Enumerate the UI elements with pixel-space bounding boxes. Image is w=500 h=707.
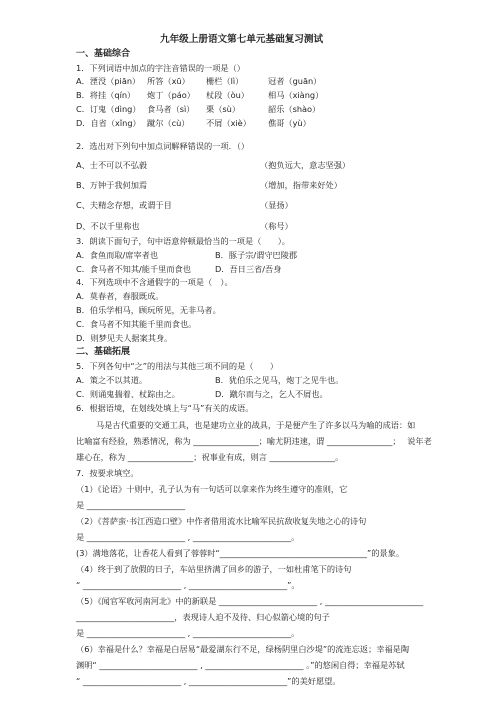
option-b2: 炮丁（páo） xyxy=(147,90,195,100)
option-a2: 所答（xū） xyxy=(147,76,190,86)
section-heading-2: 二、基础拓展 xyxy=(76,347,131,357)
question-1-stem: 1．下列词语中加点的字注音错误的一项是（） xyxy=(76,63,245,73)
q5-option-b: B．犹伯乐之见马，炮丁之见牛也。 xyxy=(215,375,344,385)
option-c4: 韶乐（shào） xyxy=(268,104,321,114)
option-d1: D．自省（xǐng） xyxy=(76,118,141,128)
q7-item-6-line-2: 渊明“ ________________________ , ________________________ 。”的悠闲自得；幸福是苏轼 xyxy=(76,660,405,670)
q4-option-d: D．则梦见夫人据案其身。 xyxy=(76,333,173,343)
q3-option-a: A．食鱼而取/席宰者也 xyxy=(76,250,159,260)
question-2-stem: 2．选出对下列句中加点词解释错误的一项．（） xyxy=(76,141,250,151)
q3-option-b: B．豚子宗/谓守巴陵郡 xyxy=(215,250,298,260)
q5-option-c: C．则诵鬼揣着、杖踪由之。 xyxy=(76,389,180,399)
q7-item-5-line-2: ________________________，表现诗人迫不及待、归心似箭心境的句子 xyxy=(76,612,330,622)
option-a1: A．湮没（piān） xyxy=(76,76,141,86)
option-a3: 栅栏（lì） xyxy=(206,76,244,86)
page-title: 九年级上册语文第七单元基础复习测试 xyxy=(160,34,324,45)
q7-item-1: （1）《论语》十则中，孔子认为有一句话可以拿来作为终生遵守的准则，它 xyxy=(76,484,348,494)
question-6-stem: 6．根据语境，在划线处填上与“马”有关的成语。 xyxy=(76,403,254,413)
q5-option-a: A．策之不以其道。 xyxy=(76,375,148,385)
q7-item-4-blank: “ ________________________ , ________________________”。 xyxy=(76,580,300,590)
q5-option-d: D．蹴尔而与之，乞人不屑也。 xyxy=(215,389,328,399)
q7-item-6: （6）幸福是什么？幸福是白居易“最爱湖东行不足，绿杨阴里白沙堤”的流连忘返；幸福是陶 xyxy=(76,644,410,654)
q6-paragraph-line-2: 比喻富有经验，熟悉情况，称为 ________________；喻尤阴违速，谓 ________________； 说年老 xyxy=(76,436,432,446)
question-3-stem: 3．朗读下面句子，句中语意停顿最恰当的一项是（ ）。 xyxy=(76,236,290,246)
question-5-stem: 5．下列各句中“之”的用法与其他三项不同的是（ ） xyxy=(76,361,279,371)
q2-option-d: D、不以千里称也 xyxy=(76,221,140,231)
q2-option-a: A、士不可以不弘毅 xyxy=(76,160,148,170)
question-4-stem: 4．下列选项中不含通假字的一项是（ ）。 xyxy=(76,277,233,287)
q3-option-c: C．食马者不知其/能千里而食也 xyxy=(76,264,191,274)
q6-paragraph-line-3: 雄心在，称为 ________________；祝事业有成，则言 ________________。 xyxy=(76,452,344,462)
q2-option-b: B、万钟于我何加焉 xyxy=(76,180,148,190)
option-d4: 僬哥（yù） xyxy=(268,118,311,128)
q2-option-c: C、夫精念存想，或谓于目 xyxy=(76,200,172,210)
q7-item-5-blank: 是 ________________________ , ________________________。 xyxy=(76,628,300,638)
option-c3: 栗（sù） xyxy=(206,104,241,114)
q7-item-2-blank: 是 ________________________ , ________________________。 xyxy=(76,532,300,542)
option-d3: 不屑（xiè） xyxy=(206,118,251,128)
q4-option-b: B．伯乐学相马，顾玩所见，无非马者。 xyxy=(76,305,221,315)
q7-item-1-blank: 是 ________________________ xyxy=(76,500,186,510)
q2-option-b-gloss: （增加，指带来好处） xyxy=(260,180,342,190)
option-a4: 冠者（guān） xyxy=(268,76,322,86)
section-heading-1: 一、基础综合 xyxy=(76,49,131,59)
q2-option-d-gloss: （称号） xyxy=(260,221,293,231)
q7-item-2: （2）《菩萨蛮·书江西造口壁》中作者借用流水比喻军民抗敌收复失地之心的诗句 xyxy=(76,516,367,526)
q7-item-4: （4）终于到了放假的日子，车站里挤满了回乡的游子，一如杜甫笔下的诗句 xyxy=(76,564,352,574)
q4-option-c: C．食马者不知其能千里而食也。 xyxy=(76,319,197,329)
option-b3: 杖段（òu） xyxy=(206,90,249,100)
option-b1: B．将挂（qín） xyxy=(76,90,136,100)
q3-option-d: D．吾日三省/吾身 xyxy=(215,264,282,274)
option-c2: 食马者（sì） xyxy=(147,104,195,114)
q6-paragraph-line-1: 马是古代重要的交通工具，也是建功立业的战具，于是便产生了许多以马为喻的成语：如 xyxy=(96,420,416,430)
q7-item-5: （5）《闻官军收河南河北》中的新联是 ________________________ , ________________________ xyxy=(76,596,424,606)
q7-item-3: (3）满地落花，让香花人看到了蓉蓉时“____________________________________”的景象。 xyxy=(76,548,405,558)
option-d2: 蹴尔（cù） xyxy=(147,118,190,128)
q4-option-a: A．莫春者，春服既成。 xyxy=(76,291,164,301)
question-7-stem: 7．按要求填空。 xyxy=(76,468,139,478)
option-c1: C．订鬼（dìng） xyxy=(76,104,141,114)
q2-option-c-gloss: （显扬） xyxy=(260,200,293,210)
q7-item-6-line-3: “ ________________________ , ________________________”的美好愿望。 xyxy=(76,676,341,686)
option-b4: 相马（xiàng） xyxy=(268,90,324,100)
q2-option-a-gloss: （抱负远大，意志坚强） xyxy=(260,160,351,170)
